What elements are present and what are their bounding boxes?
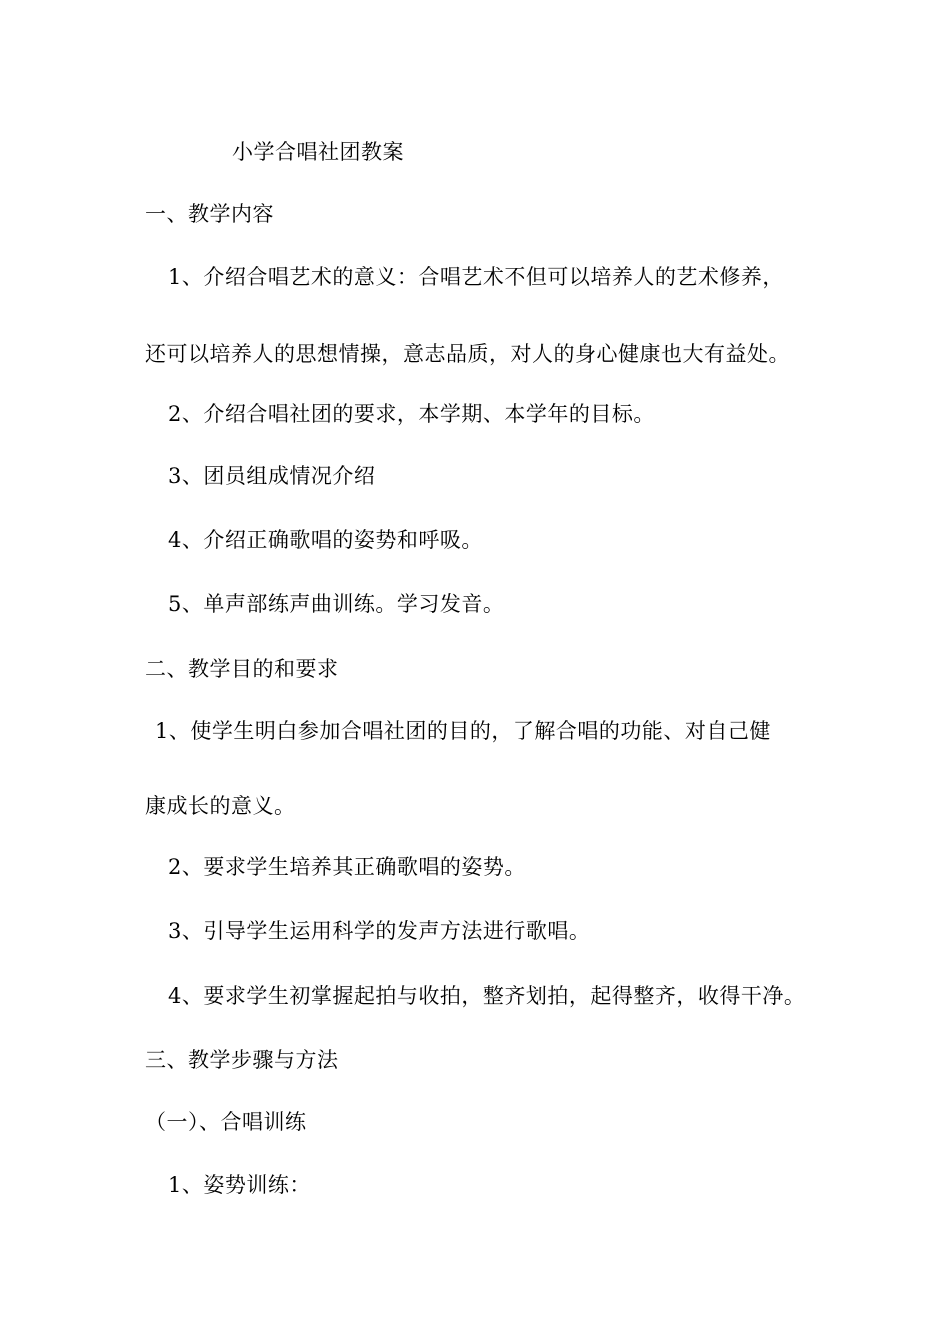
step-item-1: 1、姿势训练： xyxy=(168,1173,311,1197)
document-title: 小学合唱社团教案 xyxy=(232,140,404,164)
content-item-3: 3、团员组成情况介绍 xyxy=(168,464,376,488)
content-item-1-continued: 还可以培养人的思想情操，意志品质，对人的身心健康也大有益处。 xyxy=(145,342,790,366)
section-heading-goals: 二、教学目的和要求 xyxy=(145,657,339,681)
section-heading-teaching-content: 一、教学内容 xyxy=(145,202,274,226)
content-item-5: 5、单声部练声曲训练。学习发音。 xyxy=(168,592,505,616)
goal-item-4: 4、要求学生初掌握起拍与收拍，整齐划拍，起得整齐，收得干净。 xyxy=(168,984,806,1008)
section-heading-steps: 三、教学步骤与方法 xyxy=(145,1048,339,1072)
goal-item-2: 2、要求学生培养其正确歌唱的姿势。 xyxy=(168,855,526,879)
goal-item-1-continued: 康成长的意义。 xyxy=(145,794,296,818)
subsection-heading-choir-training: （一）、合唱训练 xyxy=(145,1110,307,1134)
content-item-2: 2、介绍合唱社团的要求，本学期、本学年的目标。 xyxy=(168,402,655,426)
goal-item-3: 3、引导学生运用科学的发声方法进行歌唱。 xyxy=(168,919,591,943)
goal-item-1: 1、使学生明白参加合唱社团的目的，了解合唱的功能、对自己健 xyxy=(155,719,771,743)
content-item-1: 1、介绍合唱艺术的意义：合唱艺术不但可以培养人的艺术修养， xyxy=(168,265,784,289)
content-item-4: 4、介绍正确歌唱的姿势和呼吸。 xyxy=(168,528,483,552)
